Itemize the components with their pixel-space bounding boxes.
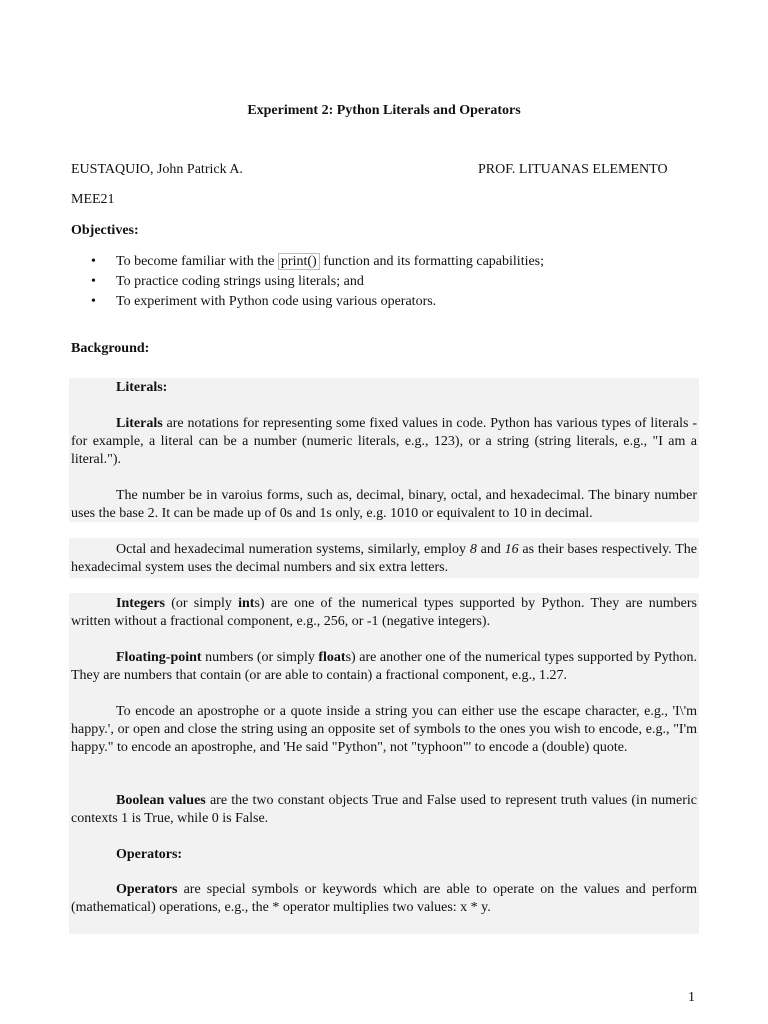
octal-paragraph: Octal and hexadecimal numeration systems, similarly, employ 8 and 16 as their bases respectively. The hexadecimal system uses the decimal numbers and six extra letters. — [71, 542, 697, 575]
objective-text: To experiment with Python code using various operators. — [116, 294, 437, 309]
document-title: Experiment 2: Python Literals and Operators — [247, 103, 521, 118]
inline-code: print() — [278, 253, 320, 270]
objective-text: function and its formatting capabilities; — [323, 254, 545, 269]
objective-item — [71, 293, 711, 313]
float-paragraph: Floating-point numbers (or simply floats) are another one of the numerical types supported by Python. They are numbers that contain (or are able to contain) a fractional component, e.g., 1.27. — [71, 650, 698, 683]
bullet-icon: • — [91, 294, 96, 309]
bullet-icon: • — [91, 254, 96, 269]
apostrophe-paragraph: To encode an apostrophe or a quote inside a string you can either use the escape character, e.g., 'I\'m happy.', or open and close the string using an opposite set of symbols to the ones you wish to encode, e.g., "I'm happy." to encode an apostrophe, and 'He said "Python", not "typhoon"' to encode a (double) quote. — [71, 704, 697, 755]
objective-text: To practice coding strings using literals; and — [116, 274, 364, 289]
operators-paragraph: Operators are special symbols or keywords which are able to operate on the values and perform (mathematical) operations, e.g., the * operator multiplies two values: x * y. — [71, 882, 697, 915]
objective-item — [71, 253, 711, 273]
page-number: 1 — [688, 990, 695, 1005]
background-heading: Background: — [71, 341, 150, 356]
objective-text: To become familiar with the — [116, 254, 275, 269]
course-code: MEE21 — [71, 192, 115, 207]
literals-paragraph: Literals are notations for representing some fixed values in code. Python has various types of literals - for example, a literal can be a number (numeric literals, e.g., 123), or a string (string literals, e.g., "I am a literal."). — [71, 416, 697, 467]
bullet-icon: • — [91, 274, 96, 289]
literals-subheading: Literals: — [116, 380, 168, 395]
objectives-list — [71, 253, 711, 313]
boolean-paragraph: Boolean values are the two constant objects True and False used to represent truth values (in numeric contexts 1 is True, while 0 is False. — [71, 793, 697, 826]
operators-subheading: Operators: — [116, 847, 183, 862]
author-name: EUSTAQUIO, John Patrick A. — [71, 162, 243, 177]
number-paragraph: The number be in varoius forms, such as, decimal, binary, octal, and hexadecimal. The binary number uses the base 2. It can be made up of 0s and 1s only, e.g. 1010 or equivalent to 10 in decimal. — [71, 488, 697, 521]
objectives-heading: Objectives: — [71, 223, 139, 238]
objective-item — [71, 273, 711, 293]
integers-paragraph: Integers (or simply ints) are one of the numerical types supported by Python. They are numbers written without a fractional component, e.g., 256, or -1 (negative integers). — [71, 596, 697, 629]
professor-name: PROF. LITUANAS ELEMENTO — [478, 162, 668, 177]
